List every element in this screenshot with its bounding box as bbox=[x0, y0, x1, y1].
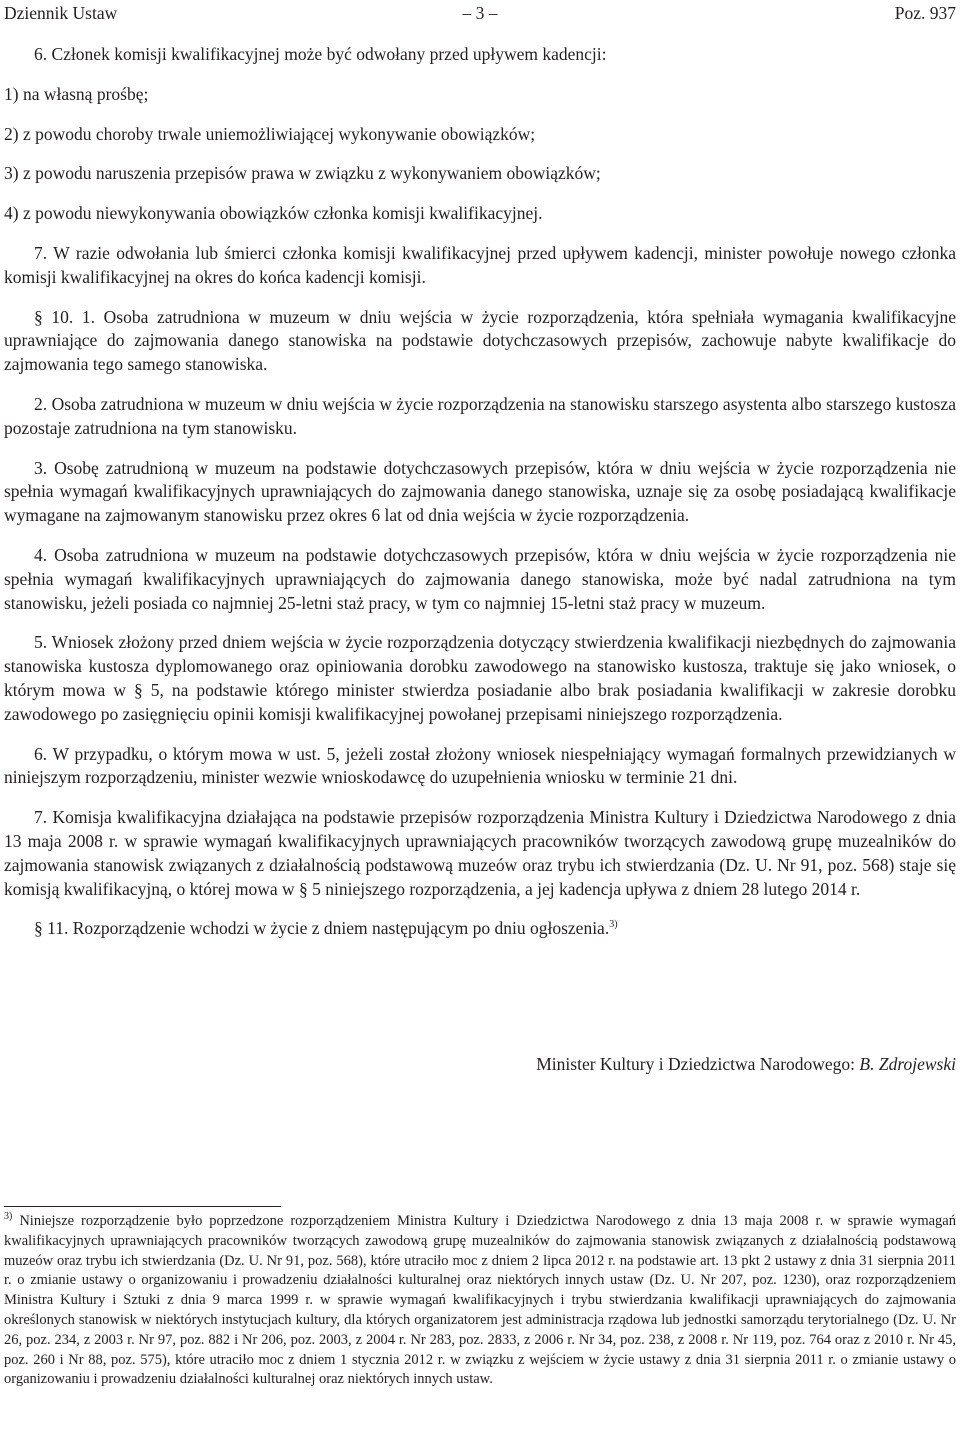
page-header bbox=[4, 0, 956, 26]
section-11-text: § 11. Rozporządzenie wchodzi w życie z dniem następującym po dniu ogłoszenia. bbox=[34, 918, 610, 939]
section-10-paragraph-7: 7. Komisja kwalifikacyjna działająca na podstawie przepisów rozporządzenia Ministra Kultury i Dziedzictwa Narodowego z dnia 13 maja 2008 r. w sprawie wymagań kwalifikacyjnych uprawniających pracowników tworzących zawodową grupę muzealników do zajmowania stanowisk związanych z działalnością podstawową muzeów oraz trybu ich stwierdzania (Dz. U. Nr 91, poz. 568) staje się komisją kwalifikacyjną, o której mowa w § 5 niniejszego rozporządzenia, a jej kadencja upływa z dniem 28 lutego 2014 r. bbox=[4, 807, 956, 899]
paragraph-7: 7. W razie odwołania lub śmierci członka komisji kwalifikacyjnej przed upływem kadencji, minister powołuje nowego członka komisji kwalifikacyjnej na okres do końca kadencji komisji. bbox=[4, 242, 956, 287]
position-number: Poz. 937 bbox=[894, 3, 956, 23]
footnote-divider bbox=[4, 1206, 281, 1207]
publication-name: Dziennik Ustaw bbox=[4, 3, 118, 23]
footnote bbox=[4, 1212, 956, 1390]
signer-name: B. Zdrojewski bbox=[859, 1054, 956, 1074]
section-10-paragraph-6: 6. W przypadku, o którym mowa w ust. 5, jeżeli został złożony wniosek niespełniający wymagań formalnych przewidzianych w niniejszym rozporządzeniu, minister wezwie wnioskodawcę do uzupełnienia wniosku w terminie 21 dni. bbox=[4, 743, 956, 788]
footnote-reference: 3) bbox=[609, 919, 618, 931]
paragraph-6: 6. Członek komisji kwalifikacyjnej może być odwołany przed upływem kadencji: bbox=[34, 44, 607, 64]
document-body bbox=[4, 43, 956, 957]
section-10-paragraph-3: 3. Osobę zatrudnioną w muzeum na podstawie dotychczasowych przepisów, która w dniu wejścia w życie rozporządzenia nie spełnia wymagań kwalifikacyjnych uprawniających do zajmowania danego stanowiska, uznaje się za osobę posiadającą kwalifikacje wymagane na zajmowanym stanowisku przez okres 6 lat od dnia wejścia w życie rozporządzenia. bbox=[4, 457, 956, 526]
section-10-paragraph-1: § 10. 1. Osoba zatrudniona w muzeum w dniu wejścia w życie rozporządzenia, która spełniała wymagania kwalifikacyjne uprawniające do zajmowania danego stanowiska na podstawie dotychczasowych przepisów, zachowuje nabyte kwalifikacje do zajmowania tego samego stanowiska. bbox=[4, 306, 956, 375]
list-item-6-3: 3) z powodu naruszenia przepisów prawa w związku z wykonywaniem obowiązków; bbox=[4, 163, 601, 184]
signature-block bbox=[536, 1052, 956, 1076]
signer-title: Minister Kultury i Dziedzictwa Narodowego: bbox=[536, 1054, 856, 1074]
footnote-text: Niniejsze rozporządzenie było poprzedzone rozporządzeniem Ministra Kultury i Dziedzictwa Narodowego z dnia 13 maja 2008 r. w sprawie wymagań kwalifikacyjnych uprawniających pracowników tworzących zawodową grupę muzealników do zajmowania stanowisk związanych z działalnością podstawową muzeów oraz trybu ich stwierdzania (Dz. U. Nr 91, poz. 568), które utraciło moc z dniem 2 lipca 2012 r. na podstawie art. 13 pkt 2 ustawy z dnia 31 sierpnia 2011 r. o zmianie ustawy o organizowaniu i prowadzeniu działalności kulturalnej oraz niektórych innych ustaw (Dz. U. Nr 207, poz. 1230), oraz rozporządzeniem Ministra Kultury i Sztuki z dnia 9 marca 1999 r. w sprawie wymagań kwalifikacyjnych i trybu stwierdzania kwalifikacji uprawniających do zajmowania określonych stanowisk w niektórych instytucjach kultury, dla których organizatorem jest administracja rządowa lub jednostki samorządu terytorialnego (Dz. U. Nr 26, poz. 234, z 2003 r. Nr 97, poz. 882 i Nr 206, poz. 2003, z 2004 r. Nr 283, poz. 2833, z 2006 r. Nr 34, poz. 238, z 2008 r. Nr 119, poz. 764 oraz z 2010 r. Nr 45, poz. 260 i Nr 88, poz. 575), które utraciło moc z dniem 1 stycznia 2012 r. w związku z wejściem w życie ustawy z dnia 31 sierpnia 2011 r. o zmianie ustawy o organizowaniu i prowadzeniu działalności kulturalnej oraz niektórych innych ustaw. bbox=[4, 1213, 956, 1388]
list-item-6-1: 1) na własną prośbę; bbox=[4, 83, 149, 104]
section-10-paragraph-5: 5. Wniosek złożony przed dniem wejścia w życie rozporządzenia dotyczący stwierdzenia kwalifikacji niezbędnych do zajmowania stanowiska kustosza dyplomowanego oraz opiniowania dorobku zawodowego na stanowisko kustosza, traktuje się jako wniosek, o którym mowa w § 5, na podstawie którego minister stwierdza posiadanie albo brak posiadania kwalifikacji w zakresie dorobku zawodowego po zasięgnięciu opinii komisji kwalifikacyjnej powołanej przepisami niniejszego rozporządzenia. bbox=[4, 632, 956, 724]
footnote-mark: 3) bbox=[4, 1211, 13, 1223]
page-number: – 3 – bbox=[462, 3, 498, 23]
section-10-paragraph-2: 2. Osoba zatrudniona w muzeum w dniu wejścia w życie rozporządzenia na stanowisku starszego asystenta albo starszego kustosza pozostaje zatrudniona na tym stanowisku. bbox=[4, 393, 956, 438]
section-10-paragraph-4: 4. Osoba zatrudniona w muzeum na podstawie dotychczasowych przepisów, która w dniu wejścia w życie rozporządzenia nie spełnia wymagań kwalifikacyjnych uprawniających do zajmowania danego stanowiska, może być nadal zatrudniona na tym stanowisku, jeżeli posiada co najmniej 25-letni staż pracy, w tym co najmniej 15-letni staż pracy w muzeum. bbox=[4, 544, 956, 613]
section-11 bbox=[4, 917, 956, 941]
list-item-6-4: 4) z powodu niewykonywania obowiązków członka komisji kwalifikacyjnej. bbox=[4, 203, 543, 224]
list-item-6-2: 2) z powodu choroby trwale uniemożliwiającej wykonywanie obowiązków; bbox=[4, 123, 536, 144]
